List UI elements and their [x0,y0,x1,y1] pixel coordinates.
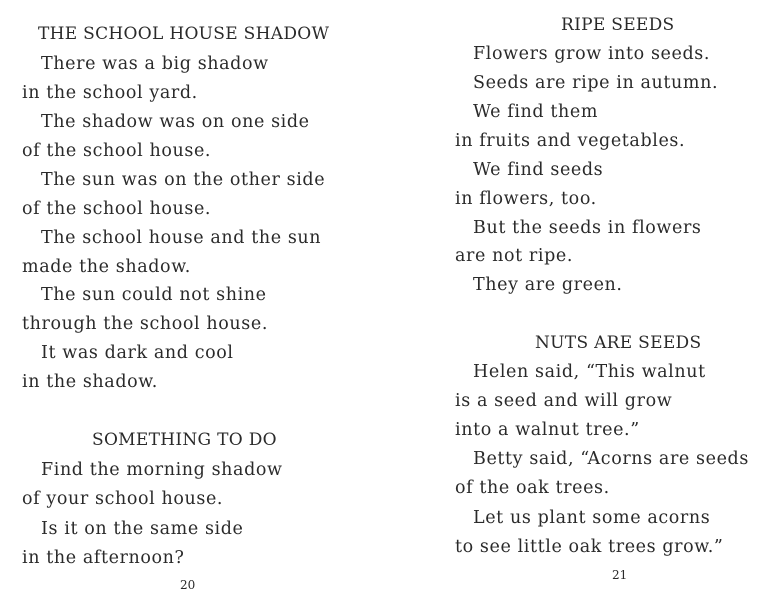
text-line: of your school house. [22,489,224,509]
section-title: SOMETHING TO DO [92,430,277,450]
text-line: in the shadow. [22,372,158,392]
text-line: of the school house. [22,141,212,161]
text-line: is a seed and will grow [455,391,673,411]
text-line: The shadow was on one side [41,112,310,132]
text-line: But the seeds in flowers [473,218,702,238]
text-line: in flowers, too. [455,189,597,209]
text-line: through the school house. [22,314,268,334]
text-line: Let us plant some acorns [473,508,711,528]
text-line: into a walnut tree.” [455,420,640,440]
section-title: THE SCHOOL HOUSE SHADOW [38,24,330,44]
text-line: Seeds are ripe in autumn. [473,73,719,93]
text-line: Helen said, “This walnut [473,362,706,382]
text-line: in fruits and vegetables. [455,131,686,151]
text-line: to see little oak trees grow.” [455,537,724,557]
text-line: Betty said, “Acorns are seeds [473,449,749,469]
text-line: There was a big shadow [41,54,269,74]
text-line: Flowers grow into seeds. [473,44,711,64]
text-line: made the shadow. [22,257,191,277]
text-line: We find them [473,102,599,122]
text-line: in the school yard. [22,83,198,103]
page-number: 20 [180,578,196,592]
text-line: It was dark and cool [41,343,234,363]
text-line: The school house and the sun [41,228,322,248]
text-line: They are green. [473,275,623,295]
page-number: 21 [612,568,628,582]
text-line: The sun was on the other side [41,170,326,190]
text-line: Find the morning shadow [41,460,283,480]
section-title: RIPE SEEDS [561,15,675,35]
text-line: of the oak trees. [455,478,610,498]
text-line: are not ripe. [455,246,574,266]
text-line: of the school house. [22,199,212,219]
text-line: Is it on the same side [41,519,244,539]
text-line: in the afternoon? [22,548,185,568]
text-line: We find seeds [473,160,604,180]
section-title: NUTS ARE SEEDS [535,333,702,353]
text-line: The sun could not shine [41,285,267,305]
